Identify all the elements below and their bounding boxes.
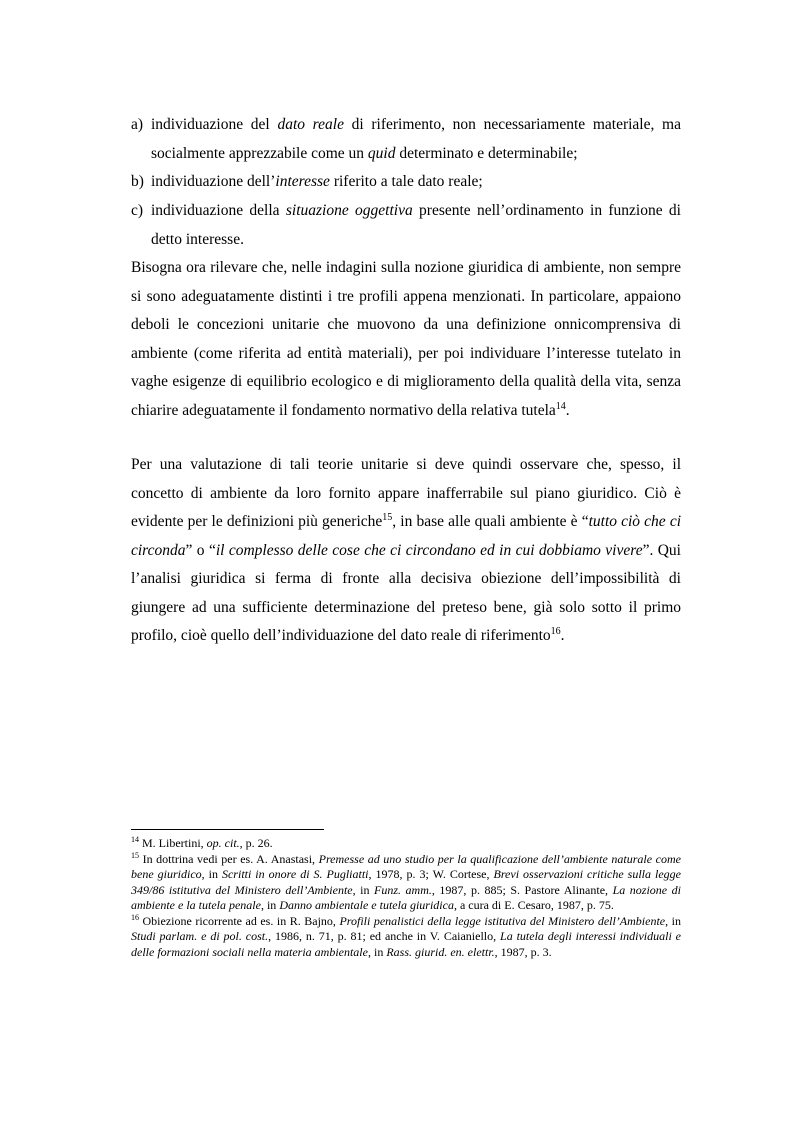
list-item-b	[131, 168, 681, 197]
footnote-15: $^{15}$ In dottrina vedi per es. A. Anastasi, Premesse ad uno studio per la qualificazione dell’ambiente naturale come bene giuridico, in Scritti in onore di S. Pugliatti, 1978, p. 3; W. Cortese, Brevi osservazioni critiche sulla legge 349/86 istitutiva del Ministero dell’Ambiente, in Funz. amm., 1987, p. 885; S. Pastore Alinante, La nozione di ambiente e la tutela penale, in Danno ambientale e tutela giuridica, a cura di E. Cesaro, 1987, p. 75.	[131, 850, 681, 912]
list-item-text: individuazione dell’interesse riferito a tale dato reale;	[151, 173, 483, 190]
list-item-c	[131, 197, 681, 254]
list-marker: b)	[131, 173, 144, 190]
body-paragraph-1: Bisogna ora rilevare che, nelle indagini sulla nozione giuridica di ambiente, non sempre si sono adeguatamente distinti i tre profili appena menzionati. In particolare, appaiono deboli le concezioni unitarie che muovono da una definizione onnicomprensiva di ambiente (come riferita ad entità materiali), per poi individuare l’interesse tutelato in vaghe esigenze di equilibrio ecologico e di miglioramento della qualità della vita, senza chiarire adeguatamente il fondamento normativo della relativa tutela$^{14}$.	[131, 259, 681, 419]
list-item-text: individuazione del dato reale di riferimento, non necessariamente materiale, ma socialmente apprezzabile come un quid determinato e determinabile;	[151, 116, 681, 162]
list-marker: c)	[131, 202, 144, 219]
list-item-text: individuazione della situazione oggettiva presente nell’ordinamento in funzione di detto interesse.	[151, 202, 681, 248]
footnotes	[131, 836, 681, 960]
footnote-ref-15: 15	[382, 511, 393, 523]
footnote-ref-16: 16	[550, 625, 561, 637]
list-item-a	[131, 111, 681, 168]
footnote-16: $^{16}$ Obiezione ricorrente ad es. in R. Bajno, Profili penalistici della legge istitutiva del Ministero dell’Ambiente, in Studi parlam. e di pol. cost., 1986, n. 71, p. 81; ed anche in V. Caianiello, La tutela degli interessi individuali e delle formazioni sociali nella materia ambientale, in Rass. giurid. en. elettr., 1987, p. 3.	[131, 912, 681, 959]
body-paragraph-2: Per una valutazione di tali teorie unitarie si deve quindi osservare che, spesso, il concetto di ambiente da loro fornito appare inafferrabile sul piano giuridico. Ciò è evidente per le definizioni più generiche$^{15}$, in base alle quali ambiente è “tutto ciò che ci circonda” o “il complesso delle cose che ci circondano ed in cui dobbiamo vivere”. Qui l’analisi giuridica si ferma di fronte alla decisiva obiezione dell’impossibilità di giungere ad una sufficiente determinazione del preteso bene, già solo sotto il primo profilo, cioè quello dell’individuazione del dato reale di riferimento$^{16}$.	[131, 456, 682, 644]
footnote-separator	[131, 829, 324, 830]
footnote-14: $^{14}$ M. Libertini, op. cit., p. 26.	[131, 835, 273, 850]
footnote-ref-14: 14	[555, 400, 566, 412]
list-marker: a)	[131, 116, 144, 133]
